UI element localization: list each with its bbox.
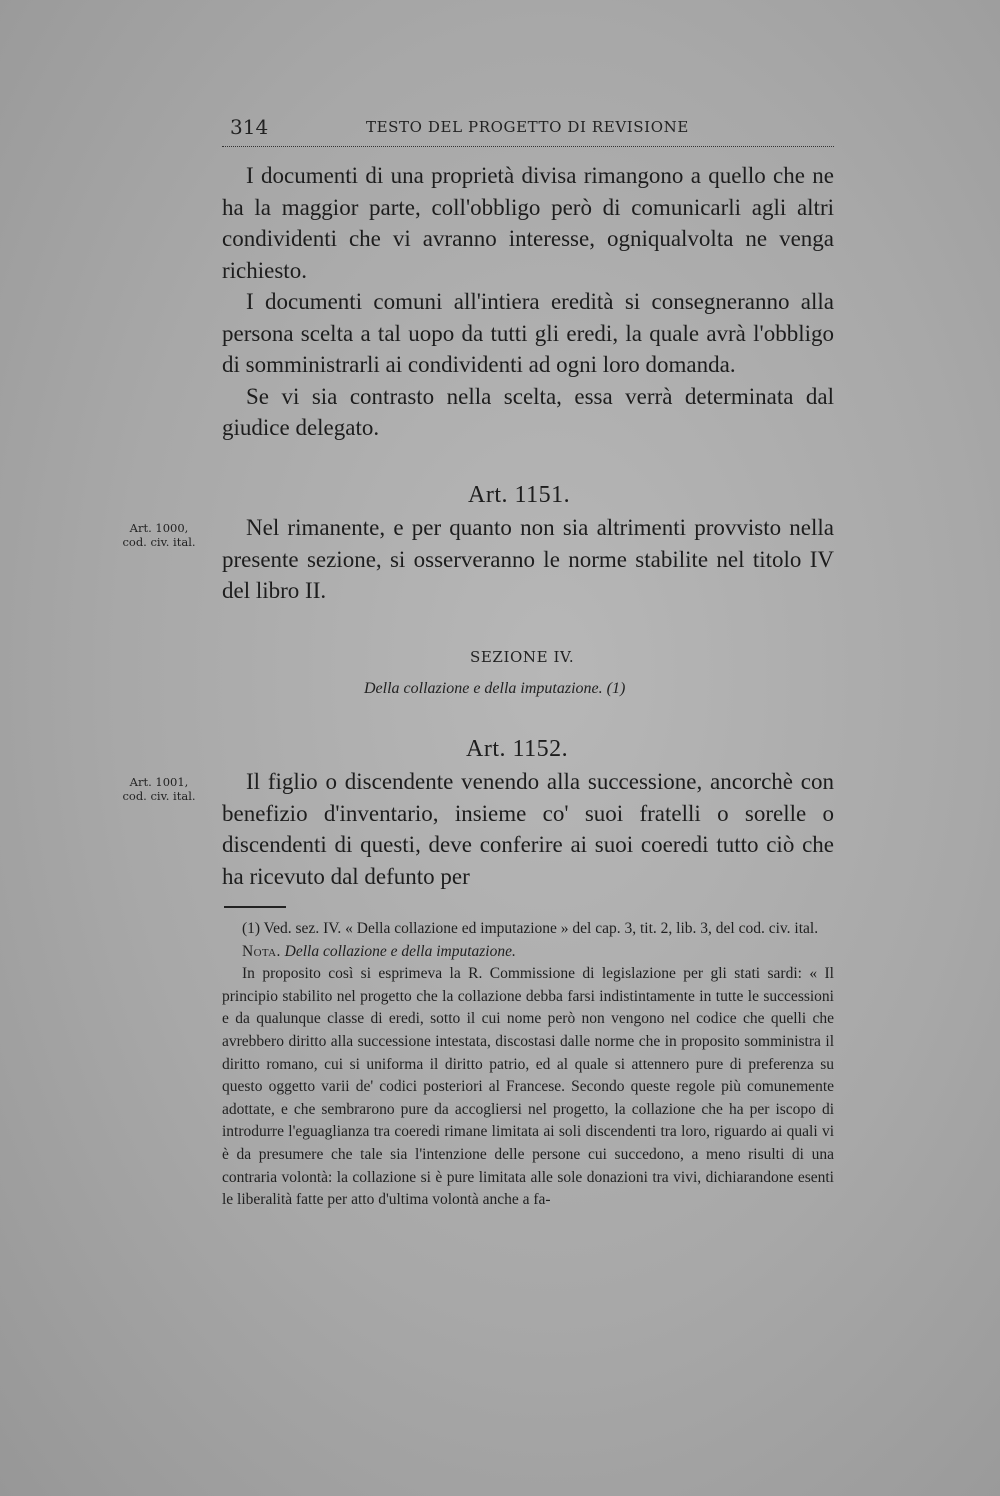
section-title: SEZIONE IV. xyxy=(470,648,575,666)
margin-reference-art-1001 xyxy=(108,775,210,803)
header-rule xyxy=(222,146,834,147)
footnote-1: (1) Ved. sez. IV. « Della collazione ed imputazione » del cap. 3, tit. 2, lib. 3, del cod. civ. ital. xyxy=(242,920,819,937)
article-1152-text: Il figlio o discendente venendo alla successione, ancorchè con benefizio d'inventario, insieme co' suoi fratelli o sorelle o discendenti di questi, deve conferire ai suoi coeredi tutto ciò che ha ricevuto dal defunto per xyxy=(222,769,834,889)
article-1151-body xyxy=(222,512,834,607)
margin-reference-line: cod. civ. ital. xyxy=(122,789,196,803)
nota-title: Della collazione e della imputazione. xyxy=(284,942,516,960)
article-1152-heading: Art. 1152. xyxy=(466,736,569,762)
body-paragraphs-top xyxy=(222,160,834,444)
footnote-rule xyxy=(224,906,286,908)
section-subtitle: Della collazione e della imputazione. (1) xyxy=(364,680,626,697)
margin-reference-art-1000 xyxy=(108,521,210,549)
article-1151-heading: Art. 1151. xyxy=(468,482,571,508)
paragraph-documenti-divisa: I documenti di una proprietà divisa rimangono a quello che ne ha la maggior parte, coll'obbligo però di comunicarli agli altri condividenti che vi avranno interesse, ogniqualvolta ne venga richiesto. xyxy=(222,163,834,283)
nota-heading xyxy=(222,941,834,964)
nota-label: Nota. xyxy=(242,942,281,960)
article-1151-text: Nel rimanente, e per quanto non sia altrimenti provvisto nella presente sezione, si osserveranno le norme stabilite nel titolo IV del libro II. xyxy=(222,515,834,603)
footnotes xyxy=(222,918,834,1212)
running-title: TESTO DEL PROGETTO DI REVISIONE xyxy=(366,118,689,136)
margin-reference-line: Art. 1000, xyxy=(129,521,189,535)
paragraph-documenti-comuni: I documenti comuni all'intiera eredità si consegneranno alla persona scelta a tal uopo da tutti gli eredi, la quale avrà l'obbligo di somministrarli ai condividenti ad ogni loro domanda. xyxy=(222,289,834,377)
article-1152-body xyxy=(222,766,834,892)
nota-text: In proposito così si esprimeva la R. Commissione di legislazione per gli stati sardi: « Il principio stabilito nel progetto che la collazione debba farsi indistintamente in tutte le successioni e da qualunque classe di eredi, sotto il cui nome però non vengono nel codice che quelli che avrebbero diritto alla successione intestata, discostasi dalle norme che in proposito somministra il diritto romano, cui si uniforma il diritto patrio, ed al quale si attennero pure di preferenza su questo oggetto varii de' codici posteriori al Francese. Secondo queste regole più comunemente adottate, e che sembrarono pure da accogliersi nel progetto, la collazione che ha per iscopo di introdurre l'eguaglianza tra coeredi rimane limitata ai soli discendenti tra loro, riguardo ai quali vi è da presumere che tale sia l'intenzione delle persone cui succedono, a meno risulti di una contraria volontà: la collazione si è pure limitata alle sole donazioni tra vivi, dichiarandone esenti le liberalità fatte per atto d'ultima volontà anche a fa- xyxy=(222,965,834,1209)
paragraph-contrasto: Se vi sia contrasto nella scelta, essa verrà determinata dal giudice delegato. xyxy=(222,383,834,440)
margin-reference-line: Art. 1001, xyxy=(129,775,189,789)
page-number: 314 xyxy=(230,115,269,139)
margin-reference-line: cod. civ. ital. xyxy=(122,535,196,549)
